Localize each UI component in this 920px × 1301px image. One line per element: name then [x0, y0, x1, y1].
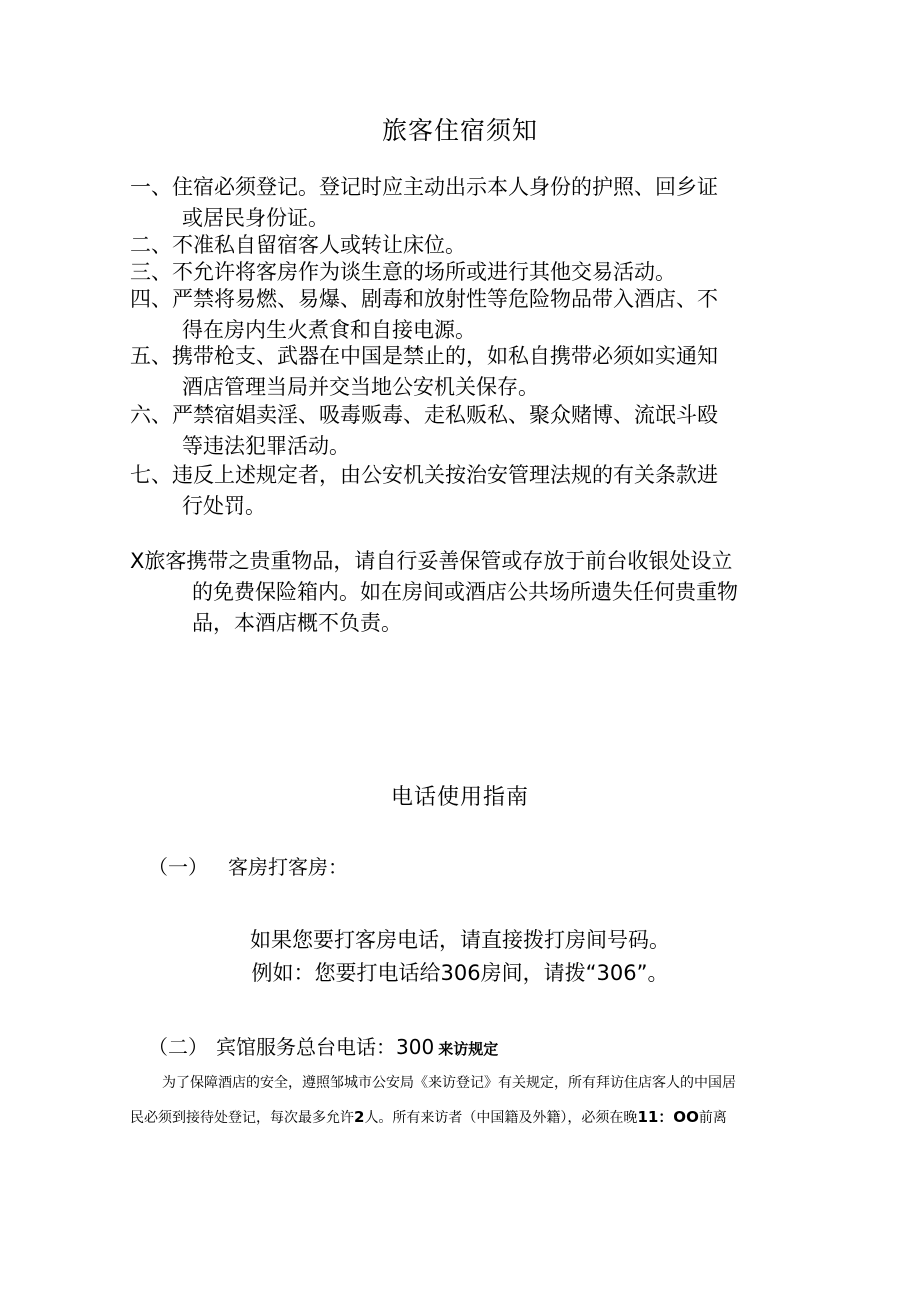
rule-1-line2: 或居民身份证。: [182, 206, 329, 230]
phone-section-1-heading: [148, 851, 348, 880]
visitor-rules-heading: 来访规定: [438, 1040, 499, 1058]
rule-2-line1: 二、不准私自留宿客人或转让床位。: [130, 233, 466, 257]
rule-6: [130, 400, 795, 462]
notice-title: 旅客住宿须知: [381, 116, 538, 145]
rule-1-line1: 一、住宿必须登记。登记时应主动出示本人身份的护照、回乡证: [130, 175, 718, 199]
section-2-number: （二）: [148, 1035, 208, 1059]
example-end: 。: [647, 961, 669, 985]
section-1-label: 客房打客房：: [228, 855, 348, 879]
rule-4: [130, 284, 795, 346]
phone-section-1-line2: [0, 957, 920, 987]
rule-6-line2: 等违法犯罪活动。: [182, 434, 350, 458]
valuables-line1: X旅客携带之贵重物品，请自行妥善保管或存放于前台收银处设立: [130, 549, 733, 573]
visitor-limit: 2: [354, 1108, 365, 1126]
example-room-number: 306: [440, 961, 481, 985]
valuables-note: [130, 546, 795, 639]
visitor-rules-line1: 为了保障酒店的安全，遵照邹城市公安局《来访登记》有关规定，所有拜访住店客人的中国居: [162, 1075, 736, 1091]
rule-6-line1: 六、严禁宿娼卖淫、吸毒贩毒、走私贩私、聚众赌博、流氓斗殴: [130, 403, 718, 427]
rule-4-line2: 得在房内生火煮食和自接电源。: [182, 318, 476, 342]
visitor-rules-line2-e: 前离: [698, 1110, 727, 1126]
rule-5-line2: 酒店管理当局并交当地公安机关保存。: [182, 375, 539, 399]
front-desk-number: 300: [396, 1035, 435, 1059]
visitor-deadline: 11：OO: [637, 1108, 699, 1126]
phone-section-1-line1: 如果您要打客房电话，请直接拨打房间号码。: [250, 928, 670, 952]
phone-section-2-heading: [148, 1031, 498, 1060]
rule-7: [130, 460, 795, 522]
rule-1: [130, 172, 795, 234]
rule-7-line2: 行处罚。: [182, 494, 266, 518]
visitor-rules-line2: [130, 1100, 795, 1135]
visitor-rules-line2-c: 人。所有来访者（中国籍及外籍），必须在晚: [364, 1110, 638, 1126]
rule-4-line1: 四、严禁将易燃、易爆、剧毒和放射性等危险物品带入酒店、不: [130, 287, 718, 311]
visitor-rules-line2-a: 民必须到接待处登记，每次最多允许: [130, 1110, 354, 1126]
visitor-rules: [130, 1066, 795, 1135]
rule-5: [130, 341, 795, 403]
example-prefix: 例如：您要打电话给: [251, 961, 441, 985]
rule-5-line1: 五、携带枪支、武器在中国是禁止的，如私自携带必须如实通知: [130, 344, 718, 368]
valuables-line3: 品，本酒店概不负责。: [192, 611, 402, 635]
example-middle: 房间，请拨: [480, 961, 586, 985]
rule-7-line1: 七、违反上述规定者，由公安机关按治安管理法规的有关条款进: [130, 463, 718, 487]
phone-guide-title: 电话使用指南: [390, 785, 529, 810]
example-dial: “306”: [585, 961, 648, 985]
section-2-label: 宾馆服务总台电话：: [216, 1035, 396, 1059]
section-1-number: （一）: [148, 855, 208, 879]
valuables-line2: 的免费保险箱内。如在房间或酒店公共场所遗失任何贵重物: [192, 580, 738, 604]
rule-3-line1: 三、不允许将客房作为谈生意的场所或进行其他交易活动。: [130, 260, 676, 284]
